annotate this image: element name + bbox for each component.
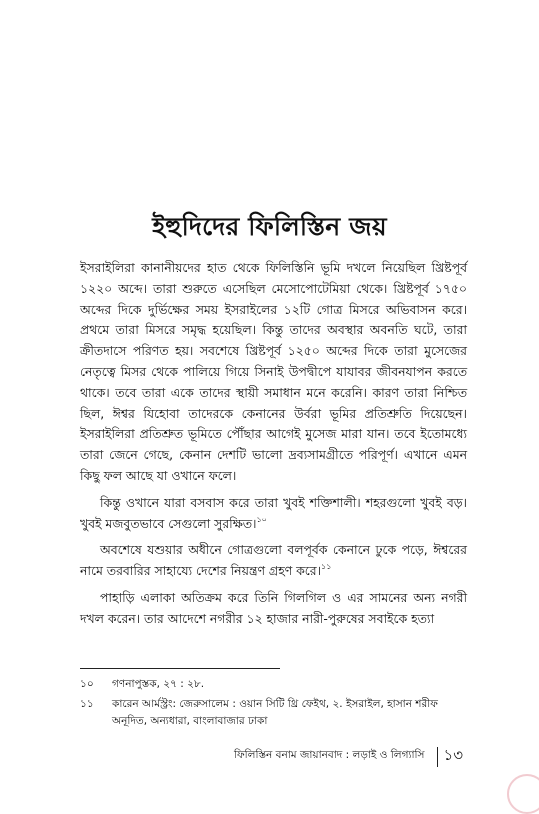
footnote-number: ১০: [80, 678, 94, 690]
running-title: ফিলিস্তিন বনাম জায়ানবাদ : লড়াই ও লিগ্যাসি: [233, 749, 425, 761]
footnote-text: কারেন আর্মস্ট্রং: জেরুসালেম : ওয়ান সিটি থ্রি ফেইথ, ২. ইসরাইল, হাসান শরীফ অনূদিত, অন্যধারা, বাংলাবাজার ঢাকা: [112, 698, 438, 727]
footnote-ref-11[interactable]: ১১: [321, 562, 332, 572]
body-text: [80, 258, 467, 636]
chapter-title: ইহুদিদের ফিলিস্তিন জয়: [152, 212, 387, 241]
footnote-ref-10[interactable]: ১০: [256, 514, 267, 524]
footnote-text: গণনাপুস্তক, ২৭ : ২৮.: [112, 678, 205, 690]
footnote-item: [80, 696, 470, 730]
paragraph-1: ইসরাইলিরা কানানীয়দের হাত থেকে ফিলিস্তিনি ভূমি দখলে নিয়েছিল খ্রিষ্টপূর্ব ১২২০ অব্দে। তারা শুরুতে এসেছিল মেসোপোটেমিয়া থেকে। খ্রিষ্টপূর্ব ১৭৫০ অব্দের দিকে দুর্ভিক্ষের সময় ইসরাইলের ১২টি গোত্র মিসরে অভিবাসন করে। প্রথমে তারা মিসরে সমৃদ্ধ হয়েছিল। কিন্তু তাদের অবস্থার অবনতি ঘটে, তারা ক্রীতদাসে পরিণত হয়। সবশেষে খ্রিষ্টপূর্ব ১২৫০ অব্দের দিকে তারা মুসেজের নেতৃত্বে মিসর থেকে পালিয়ে গিয়ে সিনাই উপদ্বীপে যাযাবর জীবনযাপন করতে থাকে। তবে তারা একে তাদের স্থায়ী সমাধান মনে করেনি। কারণ তারা নিশ্চিত ছিল, ঈশ্বর যিহোবা তাদেরকে কেনানের উর্বরা ভূমির প্রতিশ্রুতি দিয়েছেন। ইসরাইলিরা প্রতিশ্রুত ভূমিতে পৌঁছার আগেই মুসেজ মারা যান। তবে ইতোমধ্যে তারা জেনে গেছে, কেনান দেশটি ভালো দ্রব্যসামগ্রীতে পরিপূর্ণ। এখানে এমন কিছু ফল আছে যা ওখানে ফলে।: [80, 260, 467, 483]
footnote-divider: [80, 668, 280, 669]
paragraph-4: পাহাড়ি এলাকা অতিক্রম করে তিনি গিলগিল ও এর সামনের অন্য নগরী দখল করেন। তার আদেশে নগরীর ১২ হাজার নারী-পুরুষের সবাইকে হত্যা: [80, 589, 467, 626]
footnote-number: ১১: [80, 698, 94, 710]
paragraph-3: [80, 540, 467, 582]
corner-decoration-icon: [507, 774, 539, 814]
page-footer: [234, 744, 463, 769]
paragraph-3-text: অবশেষে যশুয়ার অধীনে গোত্রগুলো বলপূর্বক কেনানে ঢুকে পড়ে, ঈশ্বরের নামে তরবারির সাহায্যে দেশের নিয়ন্ত্রণ গ্রহণ করে।: [80, 542, 467, 579]
footer-divider: [437, 747, 438, 767]
footnotes: [80, 676, 470, 733]
paragraph-2-text: কিন্তু ওখানে যারা বসবাস করে তারা খুবই শক্তিশালী। শহরগুলো খুবই বড়। খুবই মজবুতভাবে সেগুলো সুরক্ষিত।: [80, 494, 467, 531]
paragraph-2: [80, 493, 467, 535]
page-number: ১৩: [443, 746, 463, 764]
footnote-item: [80, 676, 470, 693]
